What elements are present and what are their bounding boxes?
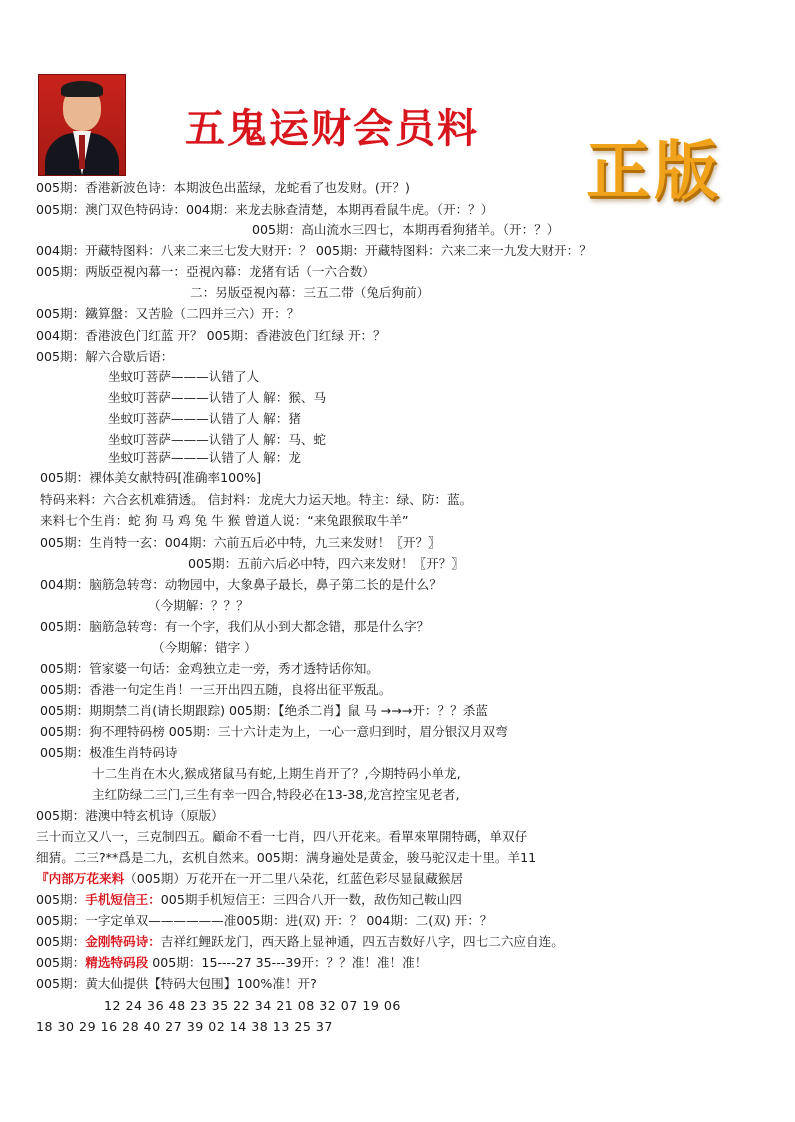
portrait-photo: [38, 74, 126, 176]
text-line: （今期解：错字 ）: [152, 640, 257, 655]
text-line: 特码来料：六合玄机难猜透。 信封料：龙虎大力运天地。特主：绿、防：蓝。: [40, 492, 473, 507]
text-line: 坐蚊叮菩萨———认错了人 解：猪: [108, 411, 301, 426]
section-label: 手机短信王：: [85, 892, 161, 907]
text-line: 005期：香港一句定生肖！一三开出四五随，良将出征平叛乱。: [40, 682, 392, 697]
text-line: 005期：高山流水三四七，本期再看狗猪羊。（开：？）: [252, 222, 560, 237]
text-line: 004期：香港波色门红蓝 开？ 005期：香港波色门红绿 开：？: [36, 328, 386, 343]
text-line: 005期：极准生肖特码诗: [40, 745, 178, 760]
text-line: 005期：香港新波色诗：本期波色出蓝绿，龙蛇看了也发财。(开？): [36, 180, 410, 195]
text-line: 005期：一字定单双——————准005期：进(双) 开：？ 004期：二(双) 开：？: [36, 913, 493, 928]
text-line: 005期：脑筋急转弯：有一个字，我们从小到大都念错，那是什么字？: [40, 619, 430, 634]
text-line: [36, 894, 462, 907]
text-line: 005期：生肖特一玄：004期：六前五后必中特，九三来发财！〖开？〗: [40, 535, 441, 550]
text-line: 005期：管家婆一句话：金鸡独立走一旁，秀才透特话你知。: [40, 661, 379, 676]
text-line: 005期：港澳中特玄机诗（原版）: [36, 808, 224, 823]
page-title: 五鬼运财会员料: [185, 105, 479, 152]
number-row: 18 30 29 16 28 40 27 39 02 14 38 13 25 37: [36, 1019, 333, 1034]
section-text: （005期）万花开在一开二里八朵花，红蓝色彩尽显鼠藏猴居: [124, 871, 464, 886]
text-line: 005期：鐵算盤：又苦脸（二四并三六）开：？: [36, 306, 300, 321]
text-line: 坐蚊叮菩萨———认错了人 解：猴、马: [108, 390, 327, 405]
text-line: 005期：期期禁二肖(请长期跟踪) 005期：【绝杀二肖】鼠 马 →→→开：？？杀蓝: [40, 703, 488, 718]
portrait-tie: [79, 135, 85, 169]
text-line: 005期：黄大仙提供【特码大包围】100%准！开?: [36, 976, 317, 991]
text-line: 主红防绿二三门,三生有幸一四合,特段必在13-38,龙宫控宝见老者,: [92, 787, 460, 802]
issue-prefix: 005期：: [36, 955, 86, 970]
text-line: [36, 936, 564, 949]
text-line: 004期：脑筋急转弯：动物园中，大象鼻子最长，鼻子第二长的是什么？: [40, 577, 442, 592]
text-line: 十二生肖在木火,猴成猪鼠马有蛇,上期生肖开了？,今期特码小单龙,: [92, 766, 461, 781]
section-label: 精选特码段: [85, 955, 149, 970]
text-line: 005期：两版亞視內幕一：亞視內幕：龙猪有话（一六合数）: [36, 264, 375, 279]
text-line: 坐蚊叮菩萨———认错了人 解：马、蛇: [108, 432, 327, 447]
text-line: 005期：狗不理特码榜 005期：三十六计走为上，一心一意归到时，眉分银汉月双弯: [40, 724, 508, 739]
issue-prefix: 005期：: [36, 934, 86, 949]
section-label: 金刚特码诗：: [85, 934, 161, 949]
section-text: 005期：15----27 35---39开：？？准！准！准！: [148, 955, 428, 970]
section-text: 吉祥红鲤跃龙门，西天路上显神通，四五吉数好八字，四七二六应自连。: [160, 934, 564, 949]
text-line: 004期：开藏特图料：八来二来三七发大财开：？ 005期：开藏特图料：六来二来一九发大财开：？: [36, 243, 592, 258]
text-line: [36, 957, 427, 970]
text-line: 005期：澳门双色特码诗：004期：来龙去脉查清楚，本期再看鼠牛虎。（开：？）: [36, 202, 494, 217]
text-line: 来料七个生肖：蛇 狗 马 鸡 兔 牛 猴 曾道人说：“来兔跟猴取牛羊”: [40, 513, 409, 528]
text-line: 005期：五前六后必中特，四六来发财！〖开？〗: [188, 556, 464, 571]
issue-prefix: 005期：: [36, 892, 86, 907]
text-line: 二：另版亞視內幕：三五二带（兔后狗前）: [190, 285, 430, 300]
text-line: 细猜。二三?**爲是二九，玄机自然来。005期：满身遍处是黄金，骏马驼汉走十里。羊11: [36, 850, 537, 865]
section-label: 『内部万花来料: [36, 871, 125, 886]
text-line: 坐蚊叮菩萨———认错了人 解：龙: [108, 450, 301, 465]
text-line: 三十而立又八一，三克制四五。顧命不看一七肖，四八开花来。看單來單開特碼，单双仔: [36, 829, 528, 844]
text-line: 005期：解六合歇后语：: [36, 349, 174, 364]
text-line: [36, 873, 463, 886]
number-row: 12 24 36 48 23 35 22 34 21 08 32 07 19 06: [104, 998, 401, 1013]
genuine-badge: 正版: [586, 135, 722, 209]
text-line: （今期解：？？？: [148, 598, 249, 613]
text-line: 坐蚊叮菩萨———认错了人: [108, 369, 260, 384]
section-text: 005期手机短信王：三四合八开一数，敌伤知己鞍山四: [160, 892, 462, 907]
text-line: 005期：裸体美女献特码[准确率100%]: [40, 470, 261, 485]
portrait-hair: [61, 81, 103, 97]
